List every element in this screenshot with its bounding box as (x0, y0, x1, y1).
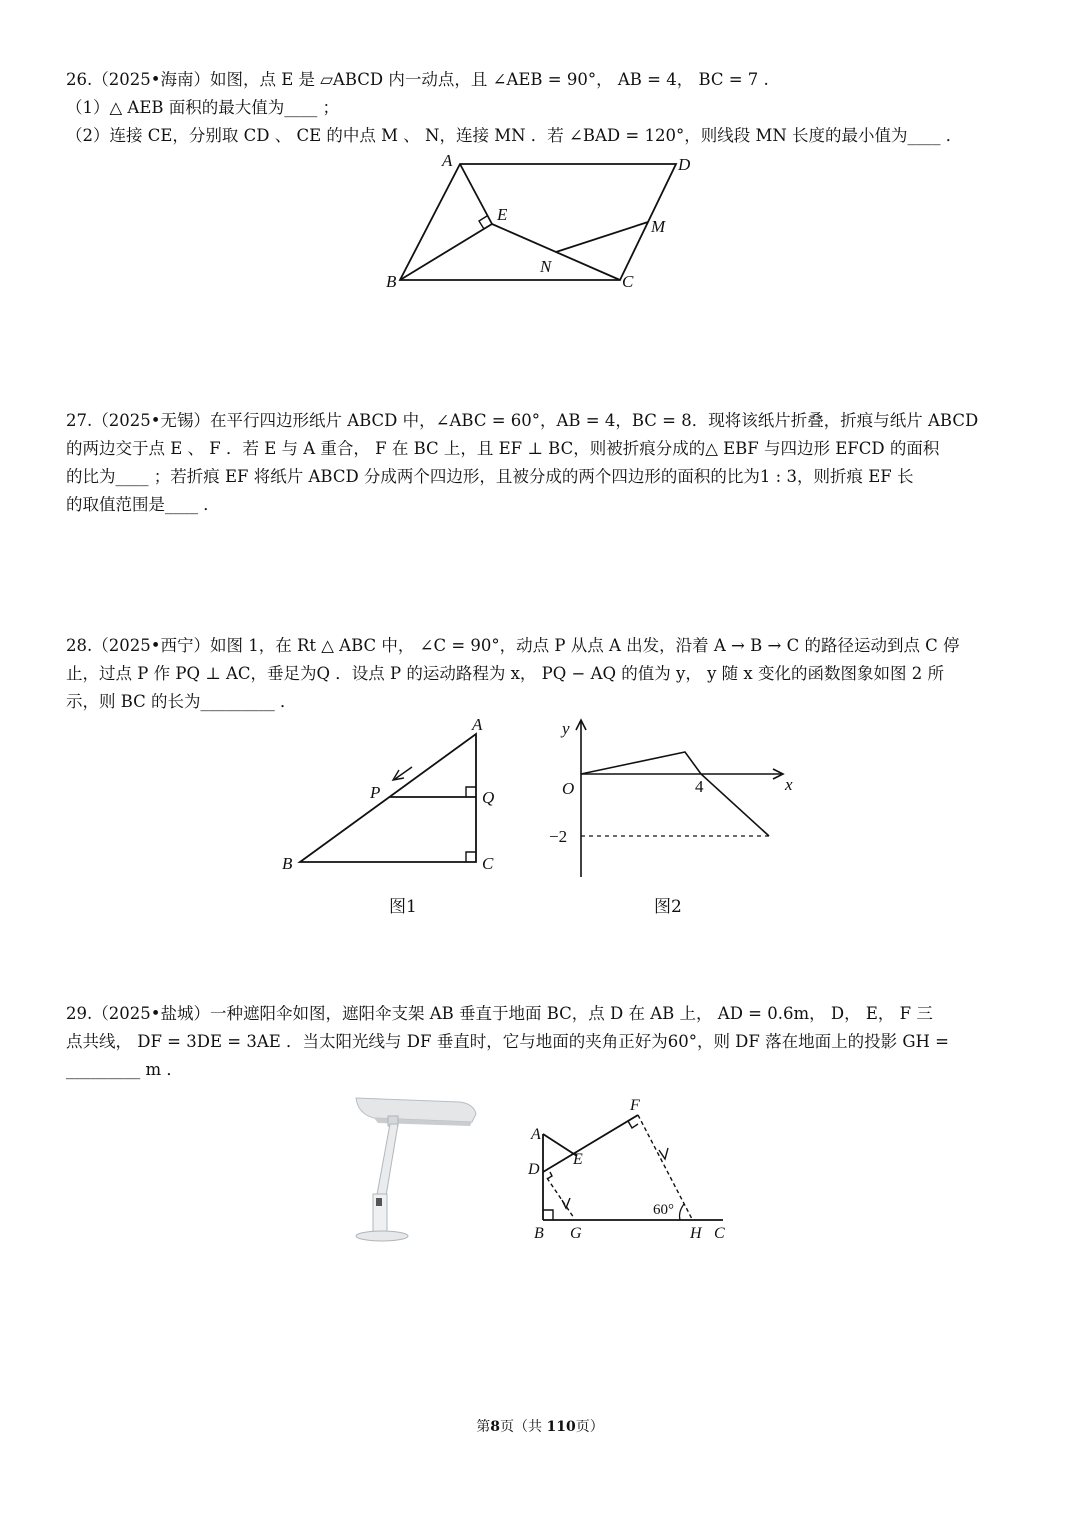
label-x: x (785, 775, 793, 794)
figure-2-caption: 图2 (654, 897, 682, 917)
q28-figure-1 (278, 712, 508, 882)
footer-suffix: 页） (575, 1419, 604, 1435)
angle-arc-60 (680, 1204, 685, 1220)
question-29 (66, 1000, 1016, 1084)
label-60-degrees: 60° (653, 1202, 674, 1218)
sun-ray-dg-arrow (562, 1198, 570, 1208)
label-c: C (482, 854, 494, 873)
label-c: C (622, 272, 634, 291)
label-neg2: −2 (549, 827, 568, 846)
footer-prefix: 第 (476, 1419, 491, 1435)
right-angle-mark-f (628, 1121, 638, 1128)
question-27 (66, 407, 1016, 519)
right-angle-mark-q (466, 787, 476, 797)
label-n: N (540, 257, 552, 276)
q28-line3: 示，则 BC 的长为_________ ． (66, 692, 297, 711)
motion-arrowhead (393, 770, 404, 780)
label-d: D (678, 155, 691, 174)
sun-ray-fh-arrow (659, 1148, 668, 1159)
label-y: y (562, 719, 570, 738)
label-p: P (370, 783, 381, 802)
footer-total-pages: 110 (546, 1419, 576, 1435)
base-knob (376, 1198, 382, 1206)
umbrella-photo (352, 1090, 482, 1245)
q27-line4: 的取值范围是____ ． (66, 495, 220, 514)
label-e: E (497, 205, 508, 224)
q28-line1: 28.（2025•西宁）如图 1，在 Rt △ ABC 中， ∠C = 90°，动点 P 从点 A 出发，沿着 A → B → C 的路径运动到点 C 停 (66, 636, 960, 655)
q27-line2: 的两边交于点 E 、 F ．若 E 与 A 重合， F 在 BC 上，且 EF ⊥ BC，则被折痕分成的△ EBF 与四边形 EFCD 的面积 (66, 439, 940, 458)
q28-figure-2 (545, 712, 805, 882)
q26-part2: （2）连接 CE，分别取 CD 、 CE 的中点 M 、 N，连接 MN ．若 ∠BAD = 120°，则线段 MN 长度的最小值为____ ． (66, 126, 963, 145)
label-c: C (714, 1225, 725, 1242)
q26-part1: （1）△ AEB 面积的最大值为____ ； (66, 98, 340, 117)
parallelogram-abcd (400, 164, 676, 280)
page-footer (0, 1416, 1080, 1436)
segment-mn (556, 222, 648, 252)
label-h: H (690, 1225, 702, 1242)
q29-line2: 点共线， DF = 3DE = 3AE ．当太阳光线与 DF 垂直时，它与地面的夹角正好为60°，则 DF 落在地面上的投影 GH = (66, 1032, 949, 1051)
label-b: B (386, 272, 397, 291)
canopy (356, 1098, 476, 1122)
label-q: Q (482, 788, 495, 807)
label-m: M (651, 217, 666, 236)
base-plate (356, 1231, 408, 1241)
triangle-abc (300, 734, 476, 862)
label-g: G (570, 1225, 582, 1242)
q27-line3: 的比为____ ；若折痕 EF 将纸片 ABCD 分成两个四边形，且被分成的两个四边形的面积的比为1 : 3，则折痕 EF 长 (66, 467, 914, 486)
label-a: A (442, 151, 453, 170)
q29-figure (520, 1092, 740, 1247)
q26-figure (380, 148, 710, 298)
label-4: 4 (695, 777, 704, 796)
label-b: B (282, 854, 293, 873)
question-26 (66, 66, 1016, 150)
q26-stem: 26.（2025•海南）如图，点 E 是 ▱ABCD 内一动点，且 ∠AEB = 90°， AB = 4， BC = 7 . (66, 70, 769, 89)
q28-line2: 止，过点 P 作 PQ ⊥ AC，垂足为Q ．设点 P 的运动路程为 x， PQ − AQ 的值为 y， y 随 x 变化的函数图象如图 2 所 (66, 664, 944, 683)
right-angle-mark-b (543, 1210, 553, 1220)
label-d: D (528, 1161, 540, 1178)
q29-line1: 29.（2025•盐城）一种遮阳伞如图，遮阳伞支架 AB 垂直于地面 BC，点 D 在 AB 上， AD = 0.6m， D， E， F 三 (66, 1004, 933, 1023)
segment-ae (543, 1134, 577, 1156)
label-a: A (531, 1126, 541, 1143)
label-b: B (534, 1225, 544, 1242)
footer-mid: 页（共 (500, 1419, 547, 1435)
footer-page-number: 8 (490, 1419, 501, 1435)
question-28 (66, 632, 1016, 716)
right-angle-mark-c (466, 852, 476, 862)
function-graph (581, 752, 769, 836)
q29-line3: _________ m ． (66, 1060, 183, 1079)
label-o: O (562, 779, 575, 798)
label-f: F (630, 1097, 640, 1114)
figure-1-caption: 图1 (389, 897, 417, 917)
label-e: E (573, 1151, 583, 1168)
label-a: A (472, 715, 483, 734)
segment-ae (460, 164, 492, 224)
q27-line1: 27.（2025•无锡）在平行四边形纸片 ABCD 中，∠ABC = 60°，AB = 4，BC = 8．现将该纸片折叠，折痕与纸片 ABCD (66, 411, 979, 430)
